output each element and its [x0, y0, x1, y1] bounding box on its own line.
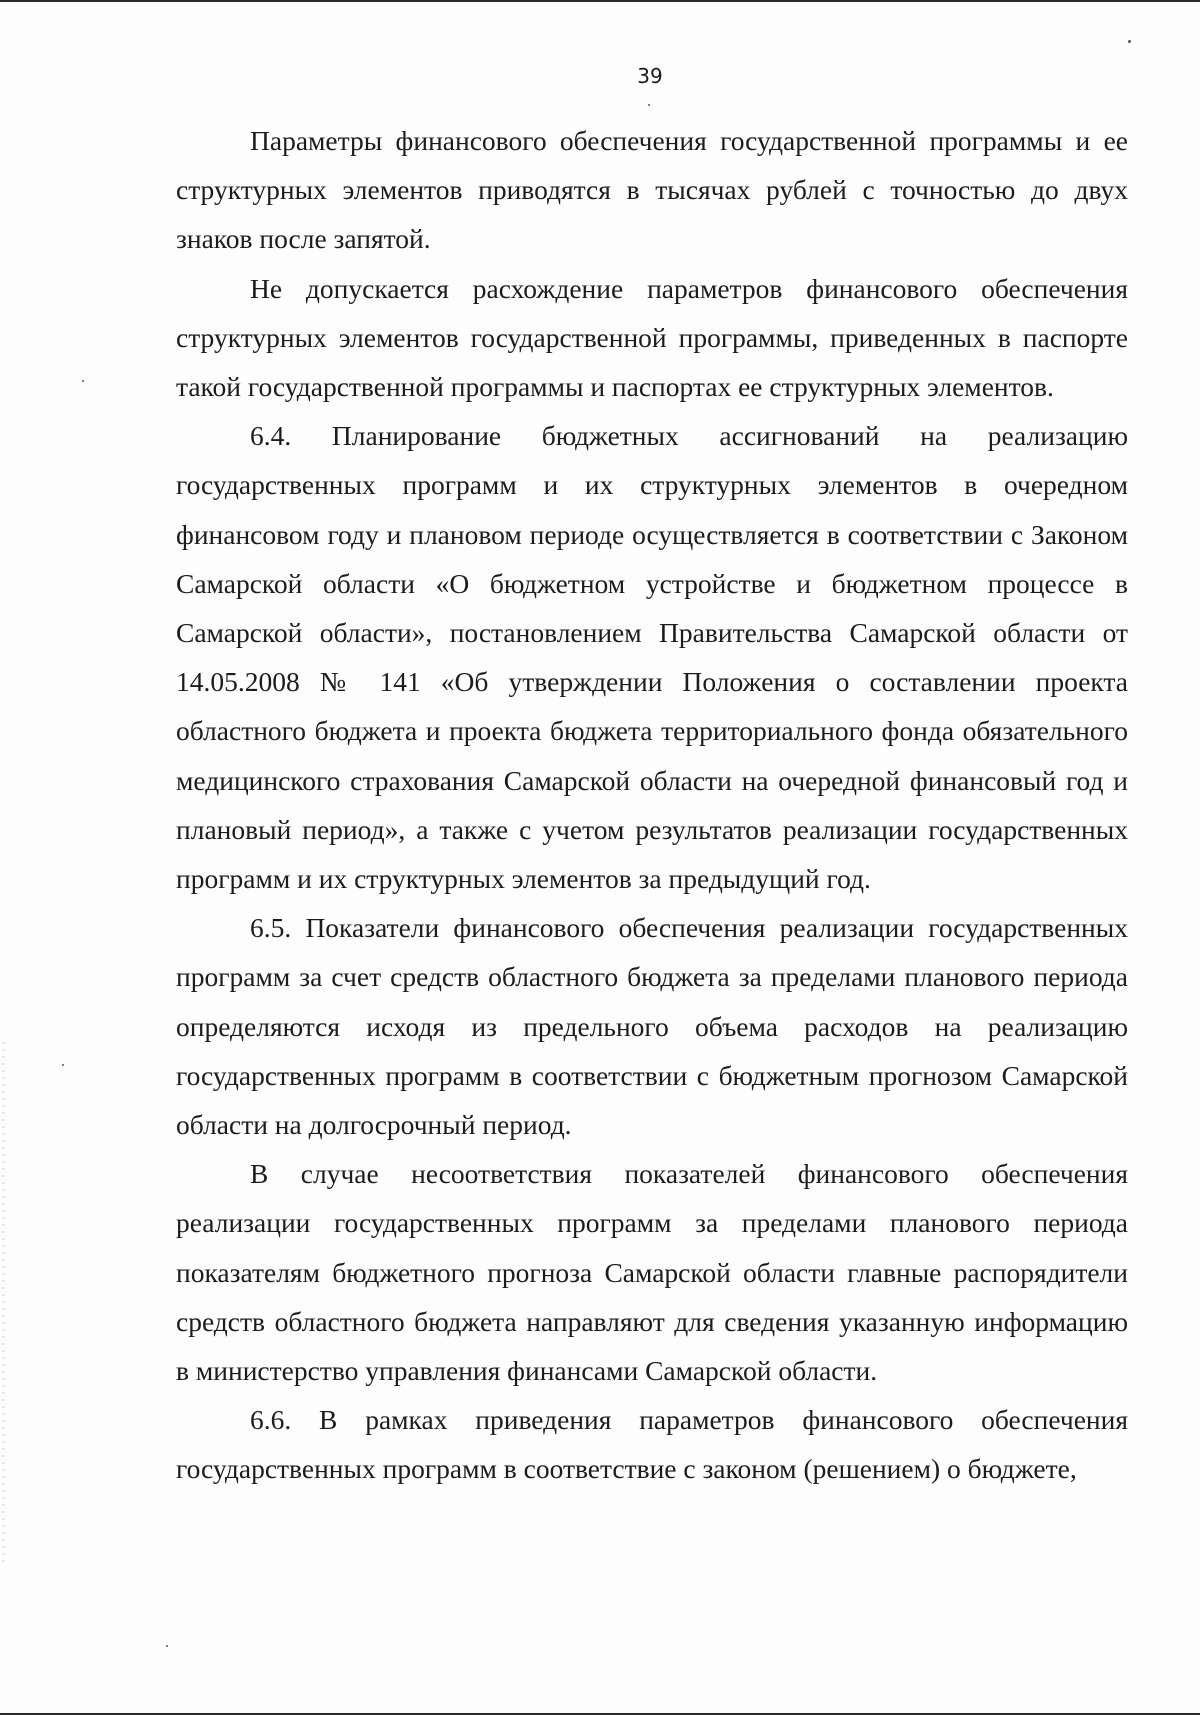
paragraph-mismatch-case: В случае несоответствия показателей финансового обеспечения реализации государственных программ за пределами планового периода показателям бюджетного прогноза Самарской области главные распорядители средств областного бюджета направляют для сведения указанную информацию в министерство управления финансами Самарской области. — [176, 1158, 1128, 1387]
scan-speck — [166, 1645, 168, 1647]
paragraph-no-discrepancy: Не допускается расхождение параметров финансового обеспечения структурных элементов государственной программы, приведенных в паспорте такой государственной программы и паспортах ее структурных элементов. — [176, 272, 1128, 403]
paragraph-6-6-alignment: 6.6. В рамках приведения параметров финансового обеспечения государственных программ в соответствие с законом (решением) о бюджете, — [176, 1404, 1128, 1485]
scan-speck — [62, 1064, 64, 1066]
scan-speck — [82, 380, 84, 382]
page-number: 39 — [637, 64, 663, 88]
document-body — [176, 116, 1128, 1494]
paragraph-6-5-indicators: 6.5. Показатели финансового обеспечения реализации государственных программ за счет средств областного бюджета за пределами планового периода определяются исходя из предельного объема расходов на реализацию государственных программ в соответствии с бюджетным прогнозом Самарской области на долгосрочный период. — [176, 912, 1128, 1141]
scan-edge-noise — [2, 1042, 5, 1562]
scan-speck — [1128, 40, 1131, 43]
paragraph-6-4-planning: 6.4. Планирование бюджетных ассигнований на реализацию государственных программ и их структурных элементов в очередном финансовом году и плановом периоде осуществляется в соответствии с Законом Самарской области «О бюджетном устройстве и бюджетном процессе в Самарской области», постановлением Правительства Самарской области от 14.05.2008 № 141 «Об утверждении Положения о составлении проекта областного бюджета и проекта бюджета территориального фонда обязательного медицинского страхования Самарской области на очередной финансовый год и плановый период», а также с учетом результатов реализации государственных программ и их структурных элементов за предыдущий год. — [176, 420, 1128, 895]
paragraph-financial-parameters: Параметры финансового обеспечения государственной программы и ее структурных элементов приводятся в тысячах рублей с точностью до двух знаков после запятой. — [176, 125, 1128, 255]
scan-speck — [648, 104, 650, 106]
